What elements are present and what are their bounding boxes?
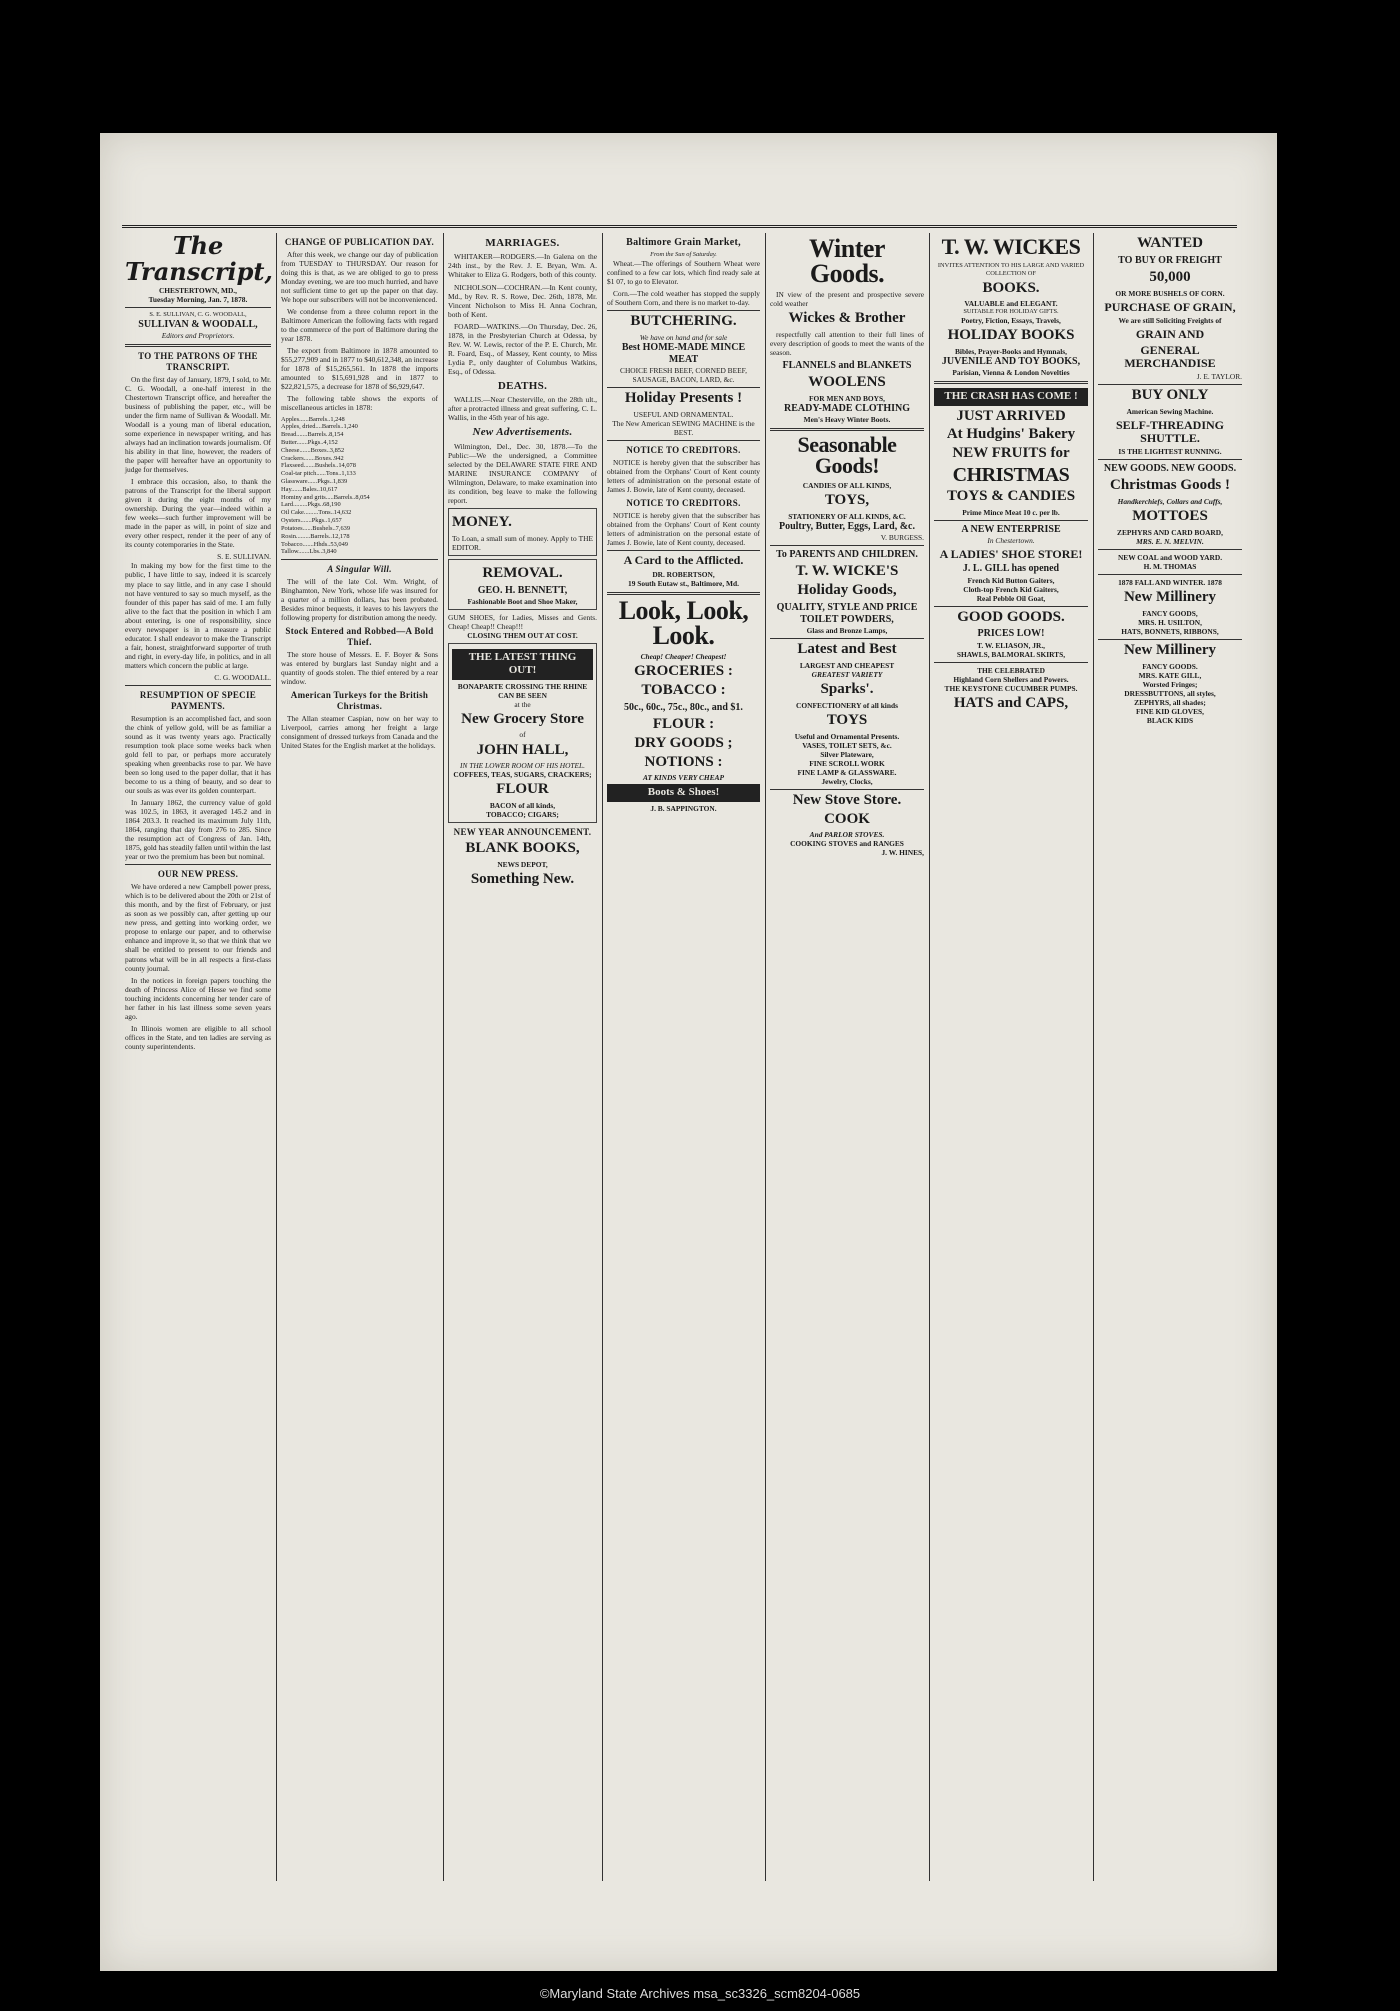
ad-text: TOBACCO; CIGARS; (486, 810, 559, 820)
marriages-heading: MARRIAGES. (485, 237, 560, 249)
ad-text: CANDIES OF ALL KINDS, (802, 481, 892, 491)
ad-text: CHOICE FRESH BEEF, CORNED BEEF, SAUSAGE, BACON, LARD, &c. (620, 366, 747, 385)
signature: S. E. SULLIVAN. (217, 552, 271, 562)
notice-heading: NOTICE TO CREDITORS. (626, 498, 741, 509)
ad-text: at the (514, 699, 531, 709)
ad-title: WOOLENS (808, 374, 886, 391)
article-text: The export from Baltimore in 1878 amounted to $55,277,909 and in 1877 to $40,612,348, an increase for 1878 of $15,265,561. In 1878 the imports amounted to $15,691,928 and in 1877 to $22,821,575, a decrease for 1878 of $6,929,647. (281, 346, 438, 392)
ad-text: Prime Mince Meat 10 c. per lb. (962, 507, 1060, 517)
ad-text: MRS. E. N. MELVIN. (1136, 536, 1204, 546)
ad-title: T. W. WICKES (941, 234, 1081, 259)
ad-text: SHAWLS, BALMORAL SKIRTS, (956, 649, 1066, 659)
ad-title: Sparks'. (820, 681, 874, 698)
ad-text: COFFEES, TEAS, SUGARS, CRACKERS; (453, 770, 592, 780)
ad-title: New Millinery (1123, 589, 1217, 606)
article-text: In January 1862, the currency value of gold was 102.5, in 1863, it averaged 145.2 and in 1864 203.3. It reached its maximum July 11th, 1864, ranging that day from 276 to 285. Since the resumption act of Congress of Jan. 14th, 1875, gold has steadily fallen until within the last year or two the premium has been but nominal. (125, 798, 271, 862)
ad-text: J. L. GILL has opened (962, 563, 1060, 575)
column-1 (122, 233, 274, 1891)
ad-text: LARGEST AND CHEAPEST (799, 661, 895, 671)
masthead-date: Tuesday Morning, Jan. 7, 1878. (148, 294, 248, 304)
ad-text: THE KEYSTONE CUCUMBER PUMPS. (944, 683, 1078, 693)
column-5 (767, 233, 927, 1891)
ad-text: Poultry, Butter, Eggs, Lard, &c. (778, 521, 915, 533)
ad-text: FINE LAMP & GLASSWARE. (797, 767, 897, 777)
ad-text: SUITABLE FOR HOLIDAY GIFTS. (963, 308, 1059, 316)
notice-text: NOTICE is hereby given that the subscriber has obtained from the Orphans' Court of Kent county letters of administration on the personal estate of James J. Bowie, late of Kent county, deceased. (607, 458, 760, 495)
table-row: Tobacco.......Hhds..53,049 (281, 540, 348, 548)
table-row: Crackers.......Boxes..942 (281, 454, 344, 462)
ad-text: Fashionable Boot and Shoe Maker, (467, 596, 578, 606)
ad-text: Useful and Ornamental Presents. (794, 731, 900, 741)
ad-text: FANCY GOODS, (1142, 608, 1198, 618)
ad-text: JUVENILE AND TOY BOOKS, (941, 355, 1081, 367)
ad-text: CLOSING THEM OUT AT COST. (467, 630, 578, 640)
table-row: Apples......Barrels..1,248 (281, 415, 345, 423)
ad-text: Cheap! Cheaper! Cheapest! (640, 652, 727, 662)
ad-text: French Kid Button Gaiters, (967, 575, 1055, 585)
ad-title: TOYS (826, 711, 868, 728)
ad-text: Parisian, Vienna & London Novelties (952, 368, 1070, 378)
ad-title: NEW FRUITS for (952, 445, 1070, 462)
ad-title: HATS and CAPS, (953, 694, 1069, 711)
column-7 (1095, 233, 1245, 1891)
newspaper-page (100, 133, 1277, 1971)
table-row: Hay.......Bales..10,617 (281, 485, 338, 493)
archive-credit: ©Maryland State Archives msa_sc3326_scm8204-0685 (539, 1986, 861, 2001)
ad-text: ZEPHYRS, all shades; (1134, 697, 1206, 707)
article-heading: TO THE PATRONS OF THE TRANSCRIPT. (138, 350, 258, 372)
ad-signature: J. E. TAYLOR. (1196, 372, 1242, 382)
ad-text: HATS, BONNETS, RIBBONS, (1121, 626, 1219, 636)
ad-text: DRESSBUTTONS, all styles, (1124, 688, 1216, 698)
ad-text: And PARLOR STOVES. (809, 830, 885, 840)
article-subheading: From the Sun of Saturday. (650, 251, 717, 259)
notice-text: NICHOLSON—COCHRAN.—In Kent county, Md., by Rev. R. S. Rowe, Dec. 26th, 1878, Mr. Vincent Nicholson to Miss H. Anna Cochran, both of Kent. (448, 282, 597, 319)
ad-title: HOLIDAY BOOKS (947, 327, 1075, 344)
ad-title: TOYS, (824, 492, 870, 509)
removal-ad (448, 559, 597, 610)
article-text: Resumption is an accomplished fact, and soon the chink of yellow gold, will be as familiar a sound as it was twenty years ago. Practically resumption took place some weeks back when gold fell to par, or perhaps more accurately speaking when greenbacks rose to par. We have been so long used to the paper dollar, that it has become to us a thing of beauty, and so dear to our souls as was ever its golden counterpart. (125, 713, 271, 796)
masthead-publishers: SULLIVAN & WOODALL, (138, 318, 258, 330)
ad-title: BUY ONLY (1131, 387, 1209, 404)
column-4 (604, 233, 763, 1891)
ad-text: DR. ROBERTSON, (652, 570, 715, 579)
ad-text: 50c., 60c., 75c., 80c., and $1. (624, 701, 743, 713)
article-text: We have ordered a new Campbell power press, which is to be delivered about the 20th or 21st of this month, and by the first of February, or just as soon as we possibly can, after getting up our new press, and getting into working order, we propose to enlarge our paper, and to otherwise enhance and improve it, so that we think that we shall be entitled to present to our friends and patrons what will be in all respects a first-class county journal. (125, 882, 271, 973)
ad-text: Handkerchiefs, Collars and Cuffs, (1117, 497, 1223, 507)
article-text: The will of the late Col. Wm. Wright, of Binghamton, New York, whose life was insured for a quarter of a million dollars, has been probated. Besides minor bequests, it leaves to his lawyers the following property for distribution among the needy. (281, 577, 438, 623)
ad-text: A NEW ENTERPRISE (961, 523, 1061, 535)
article-text: In the notices in foreign papers touching the death of Princess Alice of Hesse we find some touching incidents concerning her tender care of her father in his last illness some seven years ago. (125, 975, 271, 1021)
top-rule (122, 225, 1237, 228)
table-row: Apples, dried....Barrels..1,240 (281, 423, 358, 431)
article-text: On the first day of January, 1879, I sold, to Mr. C. G. Woodall, a one-half interest in the Chestertown Transcript office, and hereafter the business of publishing the paper, etc., will be under the firm name of Sullivan & Woodall. Mr. Woodall is a young man of liberal education, some experience in newspaper writing, and has always had an inclination towards journalism. Of his ability in that line, however, the readers of the paper will hereafter have an opportunity to judge for themselves. (125, 374, 271, 475)
ad-text: AT KINDS VERY CHEAP (642, 773, 725, 783)
ad-title: DRY GOODS ; (634, 734, 733, 751)
column-3 (445, 233, 600, 1891)
ad-title: NOTIONS : (644, 753, 723, 770)
ad-text: STATIONERY OF ALL KINDS, &C. (788, 512, 906, 522)
ad-title: GRAIN AND (1135, 327, 1205, 342)
ad-text: BACON of all kinds, (489, 801, 556, 811)
ad-text: of (519, 730, 526, 740)
ad-text: To PARENTS AND CHILDREN. (776, 549, 918, 561)
ad-text: BONAPARTE CROSSING THE RHINE CAN BE SEEN (457, 681, 588, 700)
column-6 (931, 233, 1091, 1891)
article-text: The store house of Messrs. E. F. Boyer & Sons was entered by burglars last Sunday night and a quantity of goods stolen. The thief entered by a rear window. (281, 650, 438, 687)
column-rule (765, 233, 766, 1881)
ad-signature: V. BURGESS. (880, 533, 924, 543)
ad-text: FLANNELS and BLANKETS (782, 360, 912, 372)
ad-text: Silver Plateware, (820, 749, 874, 759)
ad-title: 50,000 (1149, 268, 1191, 285)
ad-title: A LADIES' SHOE STORE! (939, 546, 1083, 561)
ad-text: Real Pebble Oil Goat, (976, 593, 1046, 603)
ad-text: Worsted Fringes; (1142, 679, 1198, 689)
column-2 (278, 233, 441, 1891)
ad-title: BLANK BOOKS, (465, 840, 580, 857)
ad-text: VALUABLE and ELEGANT. (964, 299, 1058, 309)
ad-text: MRS. KATE GILL, (1138, 670, 1202, 680)
ad-text: T. W. ELIASON, JR., (976, 640, 1046, 650)
ad-title: Look, Look, Look. (618, 596, 749, 650)
article-text: We condense from a three column report in the Baltimore American the following facts with regard to the commerce of the port of Baltimore during the year 1878. (281, 307, 438, 344)
ad-text: J. B. SAPPINGTON. (650, 803, 717, 813)
article-heading: CHANGE OF PUBLICATION DAY. (284, 237, 435, 247)
article-heading: American Turkeys for the British Christmas. (290, 690, 429, 712)
ad-text: We have on hand and for sale (639, 332, 728, 342)
article-heading: OUR NEW PRESS. (157, 869, 239, 880)
ad-title: A Card to the Afflicted. (623, 553, 744, 568)
ad-title: GENERAL MERCHANDISE (1124, 342, 1216, 370)
ad-title: Latest and Best (797, 641, 897, 658)
john-hall-ad (448, 643, 597, 823)
ad-text: GUM SHOES, for Ladies, Misses and Gents. Cheap! Cheap!! Cheap!!! (448, 612, 597, 631)
ad-banner: Boots & Shoes! (607, 784, 760, 801)
ad-text: Bibles, Prayer-Books and Hymnals, (954, 346, 1068, 356)
article-heading: RESUMPTION OF SPECIE PAYMENTS. (139, 689, 257, 711)
table-caption: The following table shows the exports of miscellaneous articles in 1878: (281, 394, 438, 413)
ad-text: GREATEST VARIETY (811, 670, 883, 680)
ad-text: BLACK KIDS (1146, 715, 1194, 725)
article-heading: Stock Entered and Robbed—A Bold Thief. (285, 626, 434, 648)
ad-title: MONEY. (452, 513, 512, 530)
masthead-editors: S. E. SULLIVAN, C. G. WOODALL, (149, 310, 247, 318)
masthead-place: CHESTERTOWN, MD., (158, 285, 238, 295)
ad-text: QUALITY, STYLE AND PRICE (776, 601, 918, 613)
column-rule (602, 233, 603, 1881)
ad-title: Christmas Goods ! (1109, 477, 1230, 494)
notice-heading: NOTICE TO CREDITORS. (626, 445, 741, 456)
ad-title: FLOUR (496, 781, 549, 798)
ad-title: BUTCHERING. (630, 313, 737, 330)
ad-title: CHRISTMAS (952, 463, 1070, 486)
ad-title: At Hudgins' Bakery (946, 426, 1076, 443)
ad-title: Holiday Goods, (797, 582, 897, 599)
ad-title: JUST ARRIVED (956, 407, 1066, 424)
ad-text: H. M. THOMAS (1143, 561, 1197, 571)
ad-text: We are still Soliciting Freights of (1118, 316, 1222, 326)
ad-text: FINE SCROLL WORK (809, 758, 885, 768)
ad-text: respectfully call attention to their full lines of every description of goods to meet the wants of the season. (770, 330, 924, 358)
ad-text: Best HOME-MADE MINCE MEAT (621, 341, 746, 366)
ad-text: READY-MADE CLOTHING (783, 403, 911, 415)
ad-text: TOILET POWDERS, (800, 614, 894, 626)
ad-text: FOR MEN AND BOYS, (809, 394, 885, 404)
ad-text: Men's Heavy Winter Boots. (803, 415, 891, 425)
ad-title: SELF-THREADING SHUTTLE. (1115, 417, 1225, 445)
article-heading: A Singular Will. (327, 564, 392, 575)
article-text: After this week, we change our day of publication from TUESDAY to THURSDAY. Our reason for doing this is that, as we are obliged to go to press Monday evening, we are too much hurried, and have not sufficient time to get up the paper on that day. We hope our subscribers will not be inconvenienced. (281, 249, 438, 305)
ad-text: TO BUY OR FREIGHT (1118, 254, 1222, 266)
ad-title: GOOD GOODS. (957, 608, 1065, 625)
article-text: The Allan steamer Caspian, now on her way to Liverpool, carries among her freight a large consignment of dressed turkeys from Canada and the United States for the English market at the holidays. (281, 714, 439, 751)
table-row: Oysters.......Pkgs..1,657 (281, 517, 342, 525)
ad-text: FANCY GOODS. (1142, 661, 1198, 671)
ad-text: CONFECTIONERY of all kinds (796, 700, 898, 710)
column-rule (443, 233, 444, 1881)
ad-text: The New American SEWING MACHINE is the BEST. (612, 419, 755, 438)
ad-title: T. W. WICKE'S (795, 563, 899, 580)
ad-text: OR MORE BUSHELS OF CORN. (1115, 288, 1225, 298)
ad-text: Cloth-top French Kid Gaiters, (963, 584, 1059, 594)
ad-text: COOKING STOVES and RANGES (790, 839, 904, 849)
article-text: Corn.—The cold weather has stopped the supply of Southern Corn, and there is no market to-day. (607, 289, 760, 308)
ad-text: VASES, TOILET SETS, &c. (802, 740, 892, 750)
ad-text: NEW GOODS. NEW GOODS. (1103, 463, 1237, 475)
ad-text: 1878 FALL AND WINTER. 1878 (1118, 578, 1222, 587)
ad-title: MOTTOES (1132, 508, 1208, 525)
ad-text: NEWS DEPOT, (497, 859, 548, 869)
ad-title: WANTED (1137, 235, 1203, 251)
ad-title: JOHN HALL, (476, 741, 569, 758)
ad-title: Wickes & Brother (788, 310, 906, 327)
ad-text: Jewelry, Clocks, (821, 776, 873, 786)
ad-text: Glass and Bronze Lamps, (806, 626, 888, 636)
notice-text: NOTICE is hereby given that the subscriber has obtained from the Orphans' Court of Kent county letters of administration on the personal estate of James J. Bowie, late of Kent county, deceased. (607, 511, 760, 548)
notice-text: WHITAKER—RODGERS.—In Galena on the 24th inst., by the Rev. J. E. Bryan, Wm. A. Whitaker to Eliza G. Rodgers, both of this county. (448, 252, 597, 280)
ad-text: Poetry, Fiction, Essays, Travels, (961, 316, 1061, 326)
ad-text: 19 South Eutaw st., Baltimore, Md. (628, 579, 739, 589)
table-row: Flaxseed.......Bushels..14,078 (281, 462, 356, 470)
deaths-heading: DEATHS. (497, 379, 548, 392)
ad-text: PRICES LOW! (977, 628, 1045, 640)
ad-title: BOOKS. (982, 279, 1040, 296)
export-table (281, 416, 438, 557)
ad-title: Something New. (470, 870, 575, 887)
column-rule (929, 233, 930, 1881)
ad-title: FLOUR : (652, 716, 715, 733)
ad-title: New Millinery (1123, 641, 1217, 658)
ad-text: To Loan, a small sum of money. Apply to THE EDITOR. (452, 533, 593, 552)
table-row: Rosin.........Barrels..12,178 (281, 532, 350, 540)
table-row: Glassware......Pkgs..1,839 (281, 478, 348, 485)
notice-text: WALLIS.—Near Chesterville, on the 28th ult., after a protracted illness and great suffering, C. L. Wallis, in the 45th year of his age. (448, 395, 597, 423)
ad-title: Holiday Presents ! (624, 390, 743, 407)
ad-title: REMOVAL. (482, 564, 563, 581)
ad-title: Winter Goods. (809, 234, 885, 288)
notice-text: FOARD—WATKINS.—On Thursday, Dec. 26, 1878, in the Presbyterian Church at Odessa, by Rev. W. W. Lewis, rector of the P. E. Church, Mr. R. Foard, Esq., of Massey, Kent county, to Miss Lydia P., only daughter of Columbus Watkins, Esq., of Odessa. (448, 321, 597, 376)
column-rule (276, 233, 277, 1881)
ad-text: IN THE LOWER ROOM OF HIS HOTEL. (459, 761, 586, 771)
ad-name: GEO. H. BENNETT, (477, 584, 568, 596)
ad-title: NEW YEAR ANNOUNCEMENT. (453, 827, 592, 838)
ad-title: New Stove Store. (792, 791, 902, 808)
ad-title: PURCHASE OF GRAIN, (1104, 299, 1236, 314)
ad-text: ZEPHYRS AND CARD BOARD, (1117, 527, 1223, 537)
ad-title: GROCERIES : (634, 663, 733, 680)
ad-text: USEFUL AND ORNAMENTAL. (633, 410, 734, 420)
ad-text: MRS. H. USILTON, (1138, 617, 1202, 627)
ad-text: THE CELEBRATED (977, 665, 1045, 675)
ad-title: TOYS & CANDIES (946, 487, 1076, 504)
ad-title: TOBACCO : (641, 682, 726, 699)
article-text: In making my bow for the first time to the public, I have little to say, indeed it is scarcely my place to say little, and in any case I should not have ventured to say so much myself, as the founder of this paper has said of me. I am fully alive to the fact that the position in which I am about entering, is one of responsibility, since every newspaper is in a measure a public educator. I shall endeavor to make the Transcript a fair, honest, straightforward supporter of truth and right, in every-day life, in politics, and in all matters which concern the public at large. (125, 561, 271, 670)
ad-text: IN view of the present and prospective severe cold weather (770, 290, 924, 309)
column-rule (1093, 233, 1094, 1881)
ad-text: American Sewing Machine. (1126, 406, 1214, 416)
table-row: Hominy and grits.....Barrels..8,054 (281, 493, 370, 501)
ad-text: IS THE LIGHTEST RUNNING. (1118, 447, 1222, 457)
table-row: Lard.........Pkgs..68,190 (281, 501, 341, 509)
article-text: I embrace this occasion, also, to thank the patrons of the Transcript for the liberal support given it during the eight months of my ownership. During the year—indeed within a few weeks—such further improvement will be made in the paper as will, in point of size and every other respect, render it the peer of any of its county cotemporaries in the State. (125, 477, 271, 550)
article-text: Wheat.—The offerings of Southern Wheat were confined to a few car lots, which find ready sale at $1 07, to go to Elevator. (607, 259, 760, 287)
table-row: Tallow.......Lbs..3,840 (281, 548, 337, 556)
ad-text: FINE KID GLOVES, (1136, 706, 1204, 716)
table-row: Cheese.......Boxes..3,852 (281, 446, 345, 454)
notice-text: Wilmington, Del., Dec. 30, 1878.—To the Public:—We the undersigned, a Committee selected by the DELAWARE STATE FIRE AND MARINE INSURANCE COMPANY of Wilmington, Delaware, to make examination into its condition, beg leave to make the following report. (448, 441, 597, 505)
article-text: In Illinois women are eligible to all school offices in the State, and ten ladies are serving as county superintendents. (125, 1023, 271, 1051)
ad-title: COOK (824, 810, 870, 827)
ad-signature: J. W. HINES, (881, 848, 924, 858)
masthead-publishers-sub: Editors and Proprietors. (161, 330, 235, 340)
ad-text: In Chestertown. (987, 535, 1035, 545)
table-row: Butter.......Pkgs..4,152 (281, 438, 338, 446)
table-row: Potatoes......Bushels..7,639 (281, 524, 351, 532)
ad-title: New Grocery Store (461, 710, 584, 727)
ad-banner: THE CRASH HAS COME ! (934, 388, 1088, 405)
ad-title: Seasonable Goods! (797, 432, 897, 479)
ad-text: NEW COAL and WOOD YARD. (1117, 552, 1223, 562)
money-ad (448, 508, 597, 556)
article-heading: Baltimore Grain Market, (626, 237, 741, 248)
ad-text: Highland Corn Shellers and Powers. (953, 674, 1069, 684)
table-row: Bread.......Barrels..8,154 (281, 431, 344, 439)
ad-banner: THE LATEST THING OUT! (452, 649, 593, 680)
masthead-title: The Transcript, (125, 233, 273, 287)
ad-text: INVITES ATTENTION TO HIS LARGE AND VARIED COLLECTION OF (937, 261, 1085, 277)
new-ads-heading: New Advertisements. (472, 426, 573, 439)
table-row: Coal-tar pitch......Tons..1,133 (281, 470, 356, 478)
signature: C. G. WOODALL. (214, 672, 271, 682)
table-row: Oil Cake.........Tons..14,632 (281, 509, 352, 517)
